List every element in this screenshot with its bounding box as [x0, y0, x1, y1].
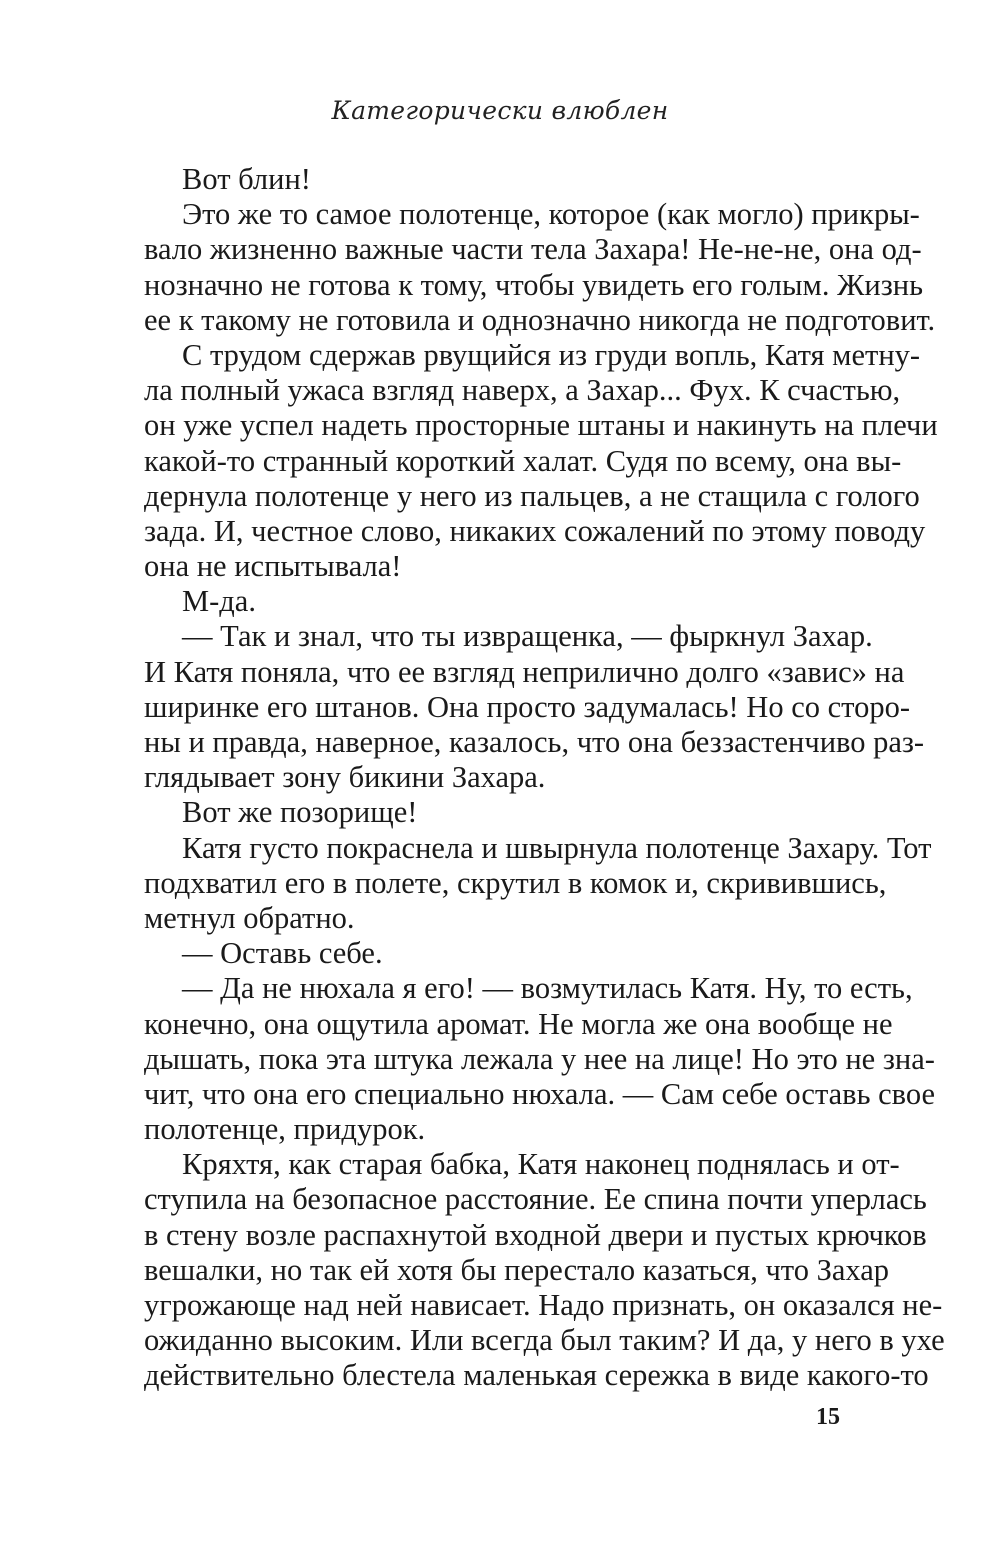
paragraph: [106, 619, 925, 795]
text-line: — Да не нюхала я его! — возмутилась Катя. Ну, то есть,: [182, 971, 913, 1006]
text-line: чит, что она его специально нюхала. — Сам себе оставь свое: [144, 1076, 936, 1111]
paragraph: [106, 936, 840, 971]
paragraph: [106, 337, 938, 584]
text-line: метнул обратно.: [144, 900, 355, 935]
text-line: М-да.: [182, 584, 256, 619]
text-line: действительно блестела маленькая сережка в виде какого-то: [144, 1358, 929, 1393]
text-line: ны и правда, наверное, казалось, что она беззастенчиво раз-: [144, 725, 925, 759]
text-line: дернула полотенце у него из пальцев, а не стащила с голого: [144, 478, 920, 513]
text-line: Катя густо покраснела и швырнула полотенце Захару. Тот: [182, 830, 932, 865]
text-line: вешалки, но так ей хотя бы перестало казаться, что Захар: [144, 1252, 890, 1287]
text-line: ступила на безопасное расстояние. Ее спина почти уперлась: [144, 1182, 927, 1217]
text-line: в стену возле распахнутой входной двери и пустых крючков: [144, 1217, 927, 1252]
text-line: Кряхтя, как старая бабка, Катя наконец поднялась и от-: [182, 1147, 900, 1182]
text-line: ожиданно высоким. Или всегда был таким? И да, у него в ухе: [144, 1323, 945, 1358]
text-line: ширинке его штанов. Она просто задумалась! Но со сторо-: [144, 689, 910, 724]
text-line: конечно, она ощутила аромат. Не могла же она вообще не: [144, 1006, 893, 1041]
text-line: дышать, пока эта штука лежала у нее на лице! Но это не зна-: [144, 1041, 935, 1076]
paragraph: [106, 584, 840, 619]
paragraph: [106, 971, 936, 1147]
text-line: С трудом сдержав рвущийся из груди вопль, Катя метну-: [182, 337, 921, 372]
running-head: Категорически влюблен: [331, 96, 669, 125]
paragraph: [106, 1147, 945, 1393]
text-line: она не испытывала!: [144, 549, 402, 584]
text-line: — Так и знал, что ты извращенка, — фыркнул Захар.: [182, 619, 873, 654]
text-line: вало жизненно важные части тела Захара! Не-не-не, она од-: [144, 232, 922, 267]
text-line: Это же то самое полотенце, которое (как могло) прикры-: [182, 197, 920, 232]
text-line: угрожающе над ней нависает. Надо признать, он оказался не-: [144, 1288, 943, 1322]
text-line: он уже успел надеть просторные штаны и накинуть на плечи: [144, 408, 938, 443]
paragraph: [106, 795, 840, 830]
text-line: И Катя поняла, что ее взгляд неприлично долго «завис» на: [144, 654, 905, 689]
body-text: [106, 162, 945, 1394]
text-line: подхватил его в полете, скрутил в комок и, скривившись,: [144, 865, 887, 900]
paragraph: [106, 197, 936, 338]
page-number: 15: [816, 1404, 840, 1430]
text-line: нозначно не готова к тому, чтобы увидеть его голым. Жизнь: [144, 267, 924, 302]
paragraph: [106, 830, 932, 937]
text-line: полотенце, придурок.: [144, 1112, 426, 1147]
text-line: Вот же позорище!: [182, 795, 418, 830]
text-line: зада. И, честное слово, никаких сожалений по этому поводу: [144, 513, 926, 548]
paragraph: [106, 162, 840, 197]
text-line: — Оставь себе.: [182, 936, 383, 971]
text-line: ее к такому не готовила и однозначно никогда не подготовит.: [144, 302, 936, 337]
text-line: глядывает зону бикини Захара.: [144, 760, 546, 795]
text-line: ла полный ужаса взгляд наверх, а Захар... Фух. К счастью,: [144, 373, 901, 408]
text-line: Вот блин!: [182, 162, 311, 196]
text-line: какой-то странный короткий халат. Судя по всему, она вы-: [144, 443, 902, 478]
